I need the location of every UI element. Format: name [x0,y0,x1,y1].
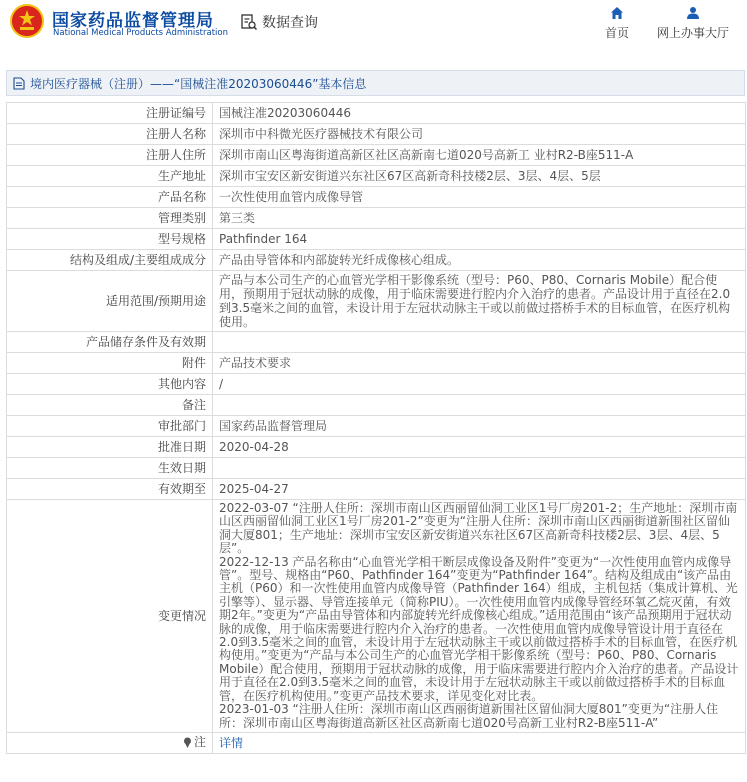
table-row [7,395,746,416]
change-entry: 2023-01-03 “注册人住所：深圳市南山区西丽街道新围社区留仙洞大厦801”变更为“注册人住所：深圳市南山区粤海街道高新区社区高新南七道020号高新工业村R2-B座511-A” [219,702,719,730]
row-value: 产品由导管体和内部旋转光纤成像核心组成。 [213,250,746,271]
table-row [7,145,746,166]
row-value: 2025-04-27 [213,479,746,500]
row-label: 注册人住所 [7,145,213,166]
row-label: 生产地址 [7,166,213,187]
brand-subtitle: National Medical Products Administration [53,28,228,38]
row-value: 国家药品监督管理局 [213,416,746,437]
data-query-icon [240,13,258,31]
site-header [0,0,747,50]
row-label: 其他内容 [7,374,213,395]
row-value: 国械注准20203060446 [213,103,746,124]
nav-online-office-label: 网上办事大厅 [656,26,729,40]
note-label: 注 [193,735,206,750]
table-row [7,458,746,479]
row-label: 生效日期 [7,458,213,479]
row-label: 产品储存条件及有效期 [7,332,213,353]
row-value: 深圳市南山区粤海街道高新区社区高新南七道020号高新工 业村R2-B座511-A [213,145,746,166]
row-label: 结构及组成/主要组成成分 [7,250,213,271]
row-value: 2020-04-28 [213,437,746,458]
record-title-bar [6,70,745,96]
row-label: 型号规格 [7,229,213,250]
table-row [7,437,746,458]
row-value: 一次性使用血管内成像导管 [213,187,746,208]
row-label: 注册人名称 [7,124,213,145]
table-row [7,208,746,229]
pin-icon [183,737,192,748]
home-icon [610,6,624,20]
table-row-note [7,732,746,753]
user-icon [686,6,700,20]
table-row [7,229,746,250]
table-row [7,353,746,374]
nav-home[interactable] [600,6,634,41]
row-value: 深圳市中科微光医疗器械技术有限公司 [213,124,746,145]
table-row-changes [7,500,746,733]
row-label: 有效期至 [7,479,213,500]
table-row [7,103,746,124]
details-link[interactable]: 详情 [219,735,244,750]
row-label: 审批部门 [7,416,213,437]
row-value: 第三类 [213,208,746,229]
table-row [7,271,746,332]
row-label: 附件 [7,353,213,374]
note-value [213,732,746,753]
table-row [7,124,746,145]
row-label: 适用范围/预期用途 [7,271,213,332]
document-icon [13,77,25,90]
row-label: 批准日期 [7,437,213,458]
row-value [213,332,746,353]
table-row [7,374,746,395]
row-label: 管理类别 [7,208,213,229]
table-row [7,250,746,271]
change-entry: 2022-03-07 “注册人住所：深圳市南山区西丽留仙洞工业区1号厂房201-2；生产地址：深圳市南山区西丽留仙洞工业区1号厂房201-2”变更为“注册人住所：深圳市南山区西丽街道新围社区留仙洞大厦801；生产地址：深圳市宝安区新安街道兴东社区67区高新奇科技楼2层、3层、4层、5层”。 [219,501,738,556]
row-value [213,395,746,416]
table-row [7,187,746,208]
record-title: 境内医疗器械（注册）——“国械注准20203060446”基本信息 [30,76,367,91]
changes-value [213,500,746,733]
data-query-label: 数据查询 [262,15,318,31]
table-row [7,332,746,353]
row-value: 产品技术要求 [213,353,746,374]
row-label: 注册证编号 [7,103,213,124]
national-emblem-icon [10,4,44,38]
note-label-cell [7,732,213,753]
table-row [7,479,746,500]
row-value [213,458,746,479]
row-value: 深圳市宝安区新安街道兴东社区67区高新奇科技楼2层、3层、4层、5层 [213,166,746,187]
row-value: / [213,374,746,395]
row-value: 产品与本公司生产的心血管光学相干影像系统（型号：P60、P80、Cornaris Mobile）配合使用，预期用于冠状动脉的成像，用于临床需要进行腔内介入治疗的患者。产品设计用于直径在2.0到3.5毫米之间的血管，未设计用于左冠状动脉主干或以前做过搭桥手术的目标血管，在医疗机构使用。 [213,271,746,332]
changes-label: 变更情况 [7,500,213,733]
row-label: 产品名称 [7,187,213,208]
table-row [7,416,746,437]
row-value: Pathfinder 164 [213,229,746,250]
data-query-link[interactable] [240,10,318,34]
nav-online-office[interactable] [654,6,732,41]
row-label: 备注 [7,395,213,416]
table-row [7,166,746,187]
change-entry: 2022-12-13 产品名称由“心血管光学相干断层成像设备及附件”变更为“一次性使用血管内成像导管”。型号、规格由“P60、Pathfinder 164”变更为“Pathfinder 164”。结构及组成由“该产品由主机（P60）和一次性使用血管内成像导管（Pathfinder 164）组成，主机包括（集成计算机、光引擎等）、显示器、导管连接单元（简称PIU）。一次性使用血管内成像导管经环氧乙烷灭菌，有效期2年。”变更为“产品由导管体和内部旋转光纤成像核心组成。”适用范围由“该产品预期用于冠状动脉的成像，用于临床需要进行腔内介入治疗的患者。一次性使用血管内成像导管设计用于直径在2.0到3.5毫米之间的血管，未设计用于左冠状动脉主干或以前做过搭桥手术的目标血管，在医疗机构使用。”变更为“产品与本公司生产的心血管光学相干影像系统（型号：P60、P80、Cornaris Mobile）配合使用，预期用于冠状动脉的成像，用于临床需要进行腔内介入治疗的患者。产品设计用于直径在2.0到3.5毫米之间的血管，未设计用于左冠状动脉主干或以前做过搭桥手术的目标血管，在医疗机构使用。”变更产品技术要求，详见变化对比表。 [219,554,739,703]
nav-home-label: 首页 [604,26,629,40]
brand-title[interactable]: 国家药品监督管理局 [52,11,214,31]
registration-info-table [6,102,746,754]
